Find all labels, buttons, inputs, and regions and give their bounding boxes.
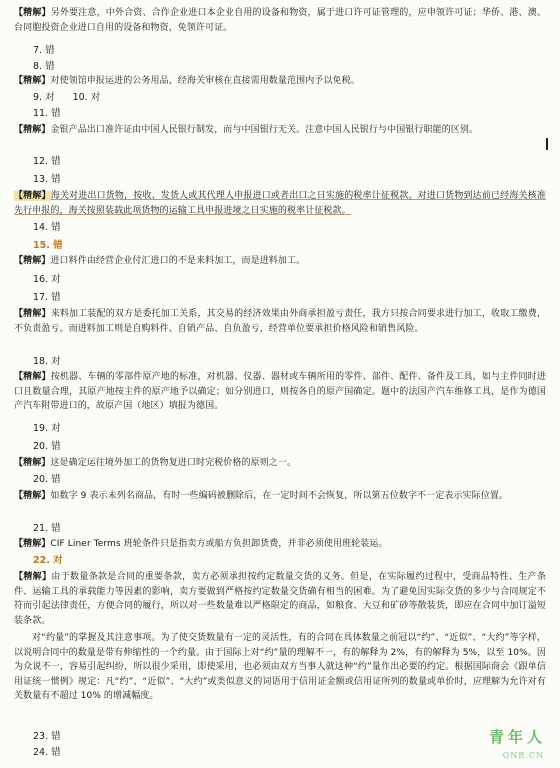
answer-20b: 20. 错 [33, 474, 61, 485]
answer-11-explanation: 【精解】金银产品出口准许证由中国人民银行制发，而与中国银行无关。注意中国人民银行与中国银行职能的区别。 [14, 125, 479, 135]
answer-13: 13. 错 [33, 174, 61, 185]
explanation-tag: 【精解】 [14, 191, 51, 201]
answer-22: 22. 对 [33, 555, 63, 566]
answer-24: 24. 错 [33, 747, 61, 758]
explanation-tag: 【精解】 [14, 491, 51, 501]
answer-18: 18. 对 [33, 356, 61, 367]
answer-11: 11. 错 [33, 108, 61, 119]
explanation-tag: 【精解】 [14, 76, 51, 86]
explanation-tag: 【精解】 [14, 372, 51, 382]
answer-8: 8. 错 [33, 61, 55, 72]
answer-23: 23. 错 [33, 731, 61, 742]
watermark-text: 青年人 [488, 728, 546, 746]
answer-19: 19. 对 [33, 423, 61, 434]
explanation-tag: 【精解】 [14, 458, 51, 468]
answer-16: 16. 对 [33, 274, 61, 285]
answer-20b-explanation: 【精解】如数字 9 表示未列名商品，有时一些编码被删除后，在一定时间不会恢复，所以第五位数字不一定表示实际位置。 [14, 491, 509, 501]
answer-20-explanation: 【精解】这是确定运往境外加工的货物复进口时完税价格的原则之一。 [14, 458, 297, 468]
answer-17-explanation: 【精解】来料加工装配的双方是委托加工关系，其交易的经济效果由外商承担盈亏责任，我方只按合同要求进行加工，收取工缴费，不负责盈亏。而进料加工则是自购料件、自销产品、自负盈亏，经营单位要承担价格风险和销售风险。 [14, 309, 546, 334]
answer-22-explanation: 【精解】由于数量条款是合同的重要条款，卖方必须承担按约定数量交货的义务。但是，在实际履约过程中，受商品特性、生产条件、运输工具的承载能力等因素的影响，卖方要做到严格按约定数量交货确有相当的困难。为了避免因实际交货的多少与合同规定不符而引起法律责任，方便合同的履行，所以对一些数量难以严格限定的商品，如粮食、大豆和矿砂等散装货，即应在合同中加订溢短装条款。 [14, 572, 546, 626]
answer-21: 21. 错 [33, 523, 61, 534]
answer-15: 15. 错 [33, 240, 63, 251]
answer-7: 7. 错 [33, 45, 55, 56]
answer-22-explanation-2: 对“约量”的掌握及其注意事项。为了使交货数量有一定的灵活性，有的合同在具体数量之前冠以“约”、“近似”、“大约”等字样，以说明合同中的数量是带有伸缩性的一个约量。由于国际上对“约”量的理解不一，有的解释为 2%，有的解释为 5%，以至 10%。因为众说不一，容易引起纠纷，所以很少采用，即使采用，也必须由双方当事人就这种“约”量作出必要的约定。根据国际商会《跟单信用证统一惯例》规定：凡“约”、“近似”、“大约”或类似意义的词语用于信用证金额或信用证所列的数量或单价时，应理解为允许对有关数量有不超过 10% 的增减幅度。 [14, 633, 546, 702]
explanation-tag: 【精解】 [14, 309, 51, 319]
answer-12: 12. 错 [33, 156, 61, 167]
explanation-tag: 【精解】 [14, 572, 52, 582]
answer-15-explanation: 【精解】进口料件由经营企业付汇进口的不是来料加工，而是进料加工。 [14, 256, 306, 266]
answer-18-explanation: 【精解】按机器、车辆的零部件原产地的标准，对机器、仪器、器材或车辆所用的零件、部件、配件、备件及工具，如与主件同时进口且数量合理，其原产地按主件的原产地予以确定；如分别进口，则按各自的原产国确定。题中的法国产汽车维修工具，是作为德国产汽车附带进口的，故原产国（地区）填报为德国。 [14, 372, 546, 412]
answer-13-explanation: 【精解】海关对进出口货物，按收、发货人或其代理人申报进口或者出口之日实施的税率计征税款。对进口货物到达前已经海关核准先行申报的，海关按照装载此项货物的运输工具申报进境之日实施的税率计征税款。 [14, 191, 546, 216]
explanation-tag: 【精解】 [14, 539, 51, 549]
answer-8-explanation: 【精解】对使领馆申报运进的公务用品，经海关审核在直接需用数量范围内予以免税。 [14, 76, 360, 86]
explanation-tag: 【精解】 [14, 125, 51, 135]
margin-mark [546, 138, 548, 150]
explanation-tag: 【精解】 [14, 256, 51, 266]
answer-20: 20. 错 [33, 441, 61, 452]
explanation-tag: 【精解】 [14, 8, 51, 18]
answer-9-10: 9. 对 10. 对 [33, 92, 101, 103]
answer-21-explanation: 【精解】CIF Liner Terms 班轮条件只是指卖方或船方负担卸货费，并非必须使用班轮装运。 [14, 539, 388, 549]
answer-6-explanation: 【精解】另外要注意，中外合资、合作企业进口本企业自用的设备和物资，属于进口许可证管理的，应申领许可证；华侨、港、澳、台同胞投资企业进口自用的设备和物资，免领许可证。 [14, 8, 546, 33]
answer-14: 14. 错 [33, 222, 61, 233]
watermark-subtext: QNR.CN [502, 751, 544, 760]
watermark-logo [468, 726, 546, 760]
answer-17: 17. 错 [33, 292, 61, 303]
